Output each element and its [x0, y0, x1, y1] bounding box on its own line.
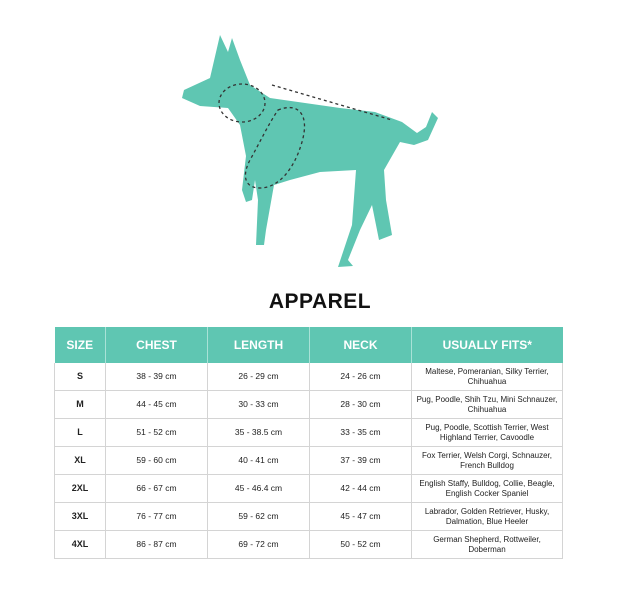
cell-neck: 33 - 35 cm: [310, 419, 412, 447]
table-row: [55, 363, 563, 391]
cell-fits: Maltese, Pomeranian, Silky Terrier, Chihuahua: [412, 363, 563, 391]
header-chest: CHEST: [106, 327, 208, 363]
cell-size: L: [55, 419, 106, 447]
cell-fits: Fox Terrier, Welsh Corgi, Schnauzer, French Bulldog: [412, 447, 563, 475]
cell-length: 69 - 72 cm: [208, 531, 310, 559]
dog-silhouette-icon: [170, 30, 450, 275]
cell-neck: 50 - 52 cm: [310, 531, 412, 559]
cell-length: 40 - 41 cm: [208, 447, 310, 475]
cell-fits: German Shepherd, Rottweiler, Doberman: [412, 531, 563, 559]
table-row: [55, 391, 563, 419]
cell-fits: Pug, Poodle, Shih Tzu, Mini Schnauzer, Chihuahua: [412, 391, 563, 419]
page-title: APPAREL: [268, 290, 372, 313]
table-row: [55, 475, 563, 503]
cell-chest: 66 - 67 cm: [106, 475, 208, 503]
cell-size: 2XL: [55, 475, 106, 503]
cell-length: 26 - 29 cm: [208, 363, 310, 391]
cell-chest: 76 - 77 cm: [106, 503, 208, 531]
cell-size: S: [55, 363, 106, 391]
cell-chest: 44 - 45 cm: [106, 391, 208, 419]
cell-size: XL: [55, 447, 106, 475]
cell-length: 45 - 46.4 cm: [208, 475, 310, 503]
table-row: [55, 503, 563, 531]
table-row: [55, 531, 563, 559]
header-usually-fits: USUALLY FITS*: [412, 327, 563, 363]
cell-chest: 51 - 52 cm: [106, 419, 208, 447]
cell-chest: 38 - 39 cm: [106, 363, 208, 391]
table-row: [55, 447, 563, 475]
cell-neck: 28 - 30 cm: [310, 391, 412, 419]
cell-chest: 59 - 60 cm: [106, 447, 208, 475]
cell-length: 59 - 62 cm: [208, 503, 310, 531]
table-row: [55, 419, 563, 447]
cell-neck: 45 - 47 cm: [310, 503, 412, 531]
header-neck: NECK: [310, 327, 412, 363]
dog-body: [182, 35, 438, 267]
cell-length: 35 - 38.5 cm: [208, 419, 310, 447]
header-size: SIZE: [55, 327, 106, 363]
cell-length: 30 - 33 cm: [208, 391, 310, 419]
cell-size: 4XL: [55, 531, 106, 559]
size-table: [54, 327, 563, 559]
header-length: LENGTH: [208, 327, 310, 363]
cell-fits: Labrador, Golden Retriever, Husky, Dalmation, Blue Heeler: [412, 503, 563, 531]
cell-size: 3XL: [55, 503, 106, 531]
table-header-row: [55, 327, 563, 363]
cell-size: M: [55, 391, 106, 419]
cell-fits: Pug, Poodle, Scottish Terrier, West Highland Terrier, Cavoodle: [412, 419, 563, 447]
cell-neck: 42 - 44 cm: [310, 475, 412, 503]
cell-neck: 37 - 39 cm: [310, 447, 412, 475]
cell-fits: English Staffy, Bulldog, Collie, Beagle, English Cocker Spaniel: [412, 475, 563, 503]
cell-chest: 86 - 87 cm: [106, 531, 208, 559]
cell-neck: 24 - 26 cm: [310, 363, 412, 391]
